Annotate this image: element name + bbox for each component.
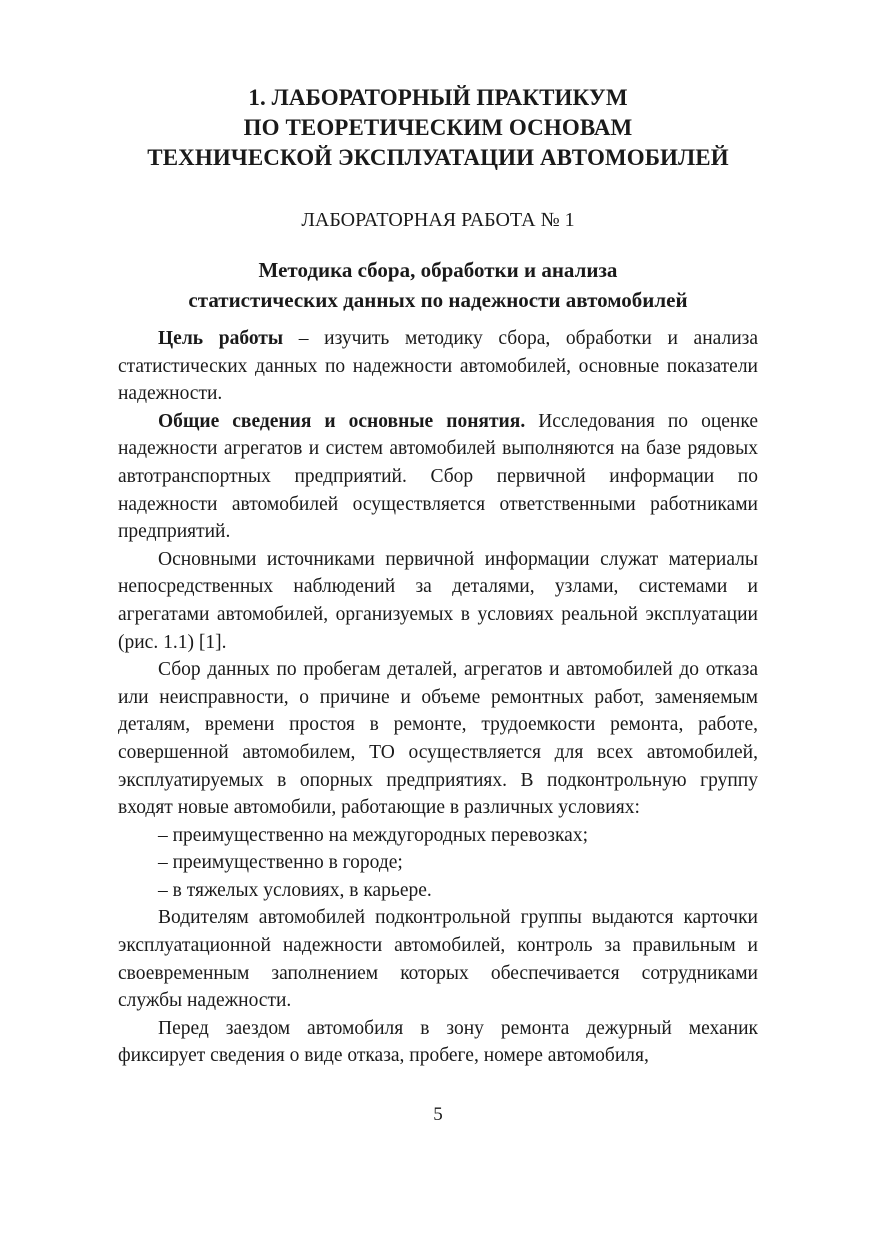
lab-work-heading: ЛАБОРАТОРНАЯ РАБОТА № 1: [301, 209, 575, 231]
list-item: – преимущественно на междугородных перевозках;: [158, 824, 588, 846]
general-text: Исследования по оценке надежности агрегатов и систем автомобилей выполняются на базе рядовых автотранспортных предприятий. Сбор первичной информации по надежности автомобилей осуществляется ответственными работниками предприятий.: [118, 410, 758, 543]
lab-work-subtitle: [118, 255, 758, 315]
general-lead: Общие сведения и основные понятия.: [158, 410, 526, 432]
chapter-title-line: ПО ТЕОРЕТИЧЕСКИМ ОСНОВАМ: [243, 115, 633, 140]
chapter-title: [108, 83, 768, 173]
document-page: [118, 0, 758, 1241]
goal-lead: Цель работы: [158, 328, 284, 349]
mechanic-paragraph: Перед заездом автомобиля в зону ремонта дежурный механик фиксирует сведения о виде отказа, пробеге, номере автомобиля,: [118, 1017, 758, 1067]
list-item: – в тяжелых условиях, в карьере.: [158, 879, 432, 901]
general-paragraph: [118, 408, 758, 546]
chapter-title-line: ТЕХНИЧЕСКОЙ ЭКСПЛУАТАЦИИ АВТОМОБИЛЕЙ: [147, 145, 729, 170]
lab-subtitle-line: статистических данных по надежности автомобилей: [188, 288, 688, 312]
collection-paragraph: Сбор данных по пробегам деталей, агрегатов и автомобилей до отказа или неисправности, о причине и объеме ремонтных работ, заменяемым деталям, времени простоя в ремонте, трудоемкости ремонта, работе, совершенной автомобилем, ТО осуществляется для всех автомобилей, эксплуатируемых в опорных предприятиях. В подконтрольную группу входят новые автомобили, работающие в различных условиях:: [118, 659, 758, 819]
body-text: [118, 325, 758, 1070]
lab-subtitle-line: Методика сбора, обработки и анализа: [258, 258, 618, 282]
list-item: – преимущественно в городе;: [158, 852, 403, 874]
goal-paragraph: [118, 325, 758, 408]
goal-text: – изучить методику сбора, обработки и анализа статистических данных по надежности автомобилей, основные показатели надежности.: [118, 328, 758, 405]
drivers-paragraph: Водителям автомобилей подконтрольной группы выдаются карточки эксплуатационной надежности автомобилей, контроль за правильным и своевременным заполнением которых обеспечивается сотрудниками службы надежности.: [118, 907, 758, 1012]
chapter-title-line: 1. ЛАБОРАТОРНЫЙ ПРАКТИКУМ: [248, 85, 628, 110]
page-number: 5: [433, 1104, 443, 1125]
sources-paragraph: Основными источниками первичной информации служат материалы непосредственных наблюдений за деталями, узлами, системами и агрегатами автомобилей, организуемых в условиях реальной эксплуатации (рис. 1.1) [1].: [118, 548, 758, 653]
